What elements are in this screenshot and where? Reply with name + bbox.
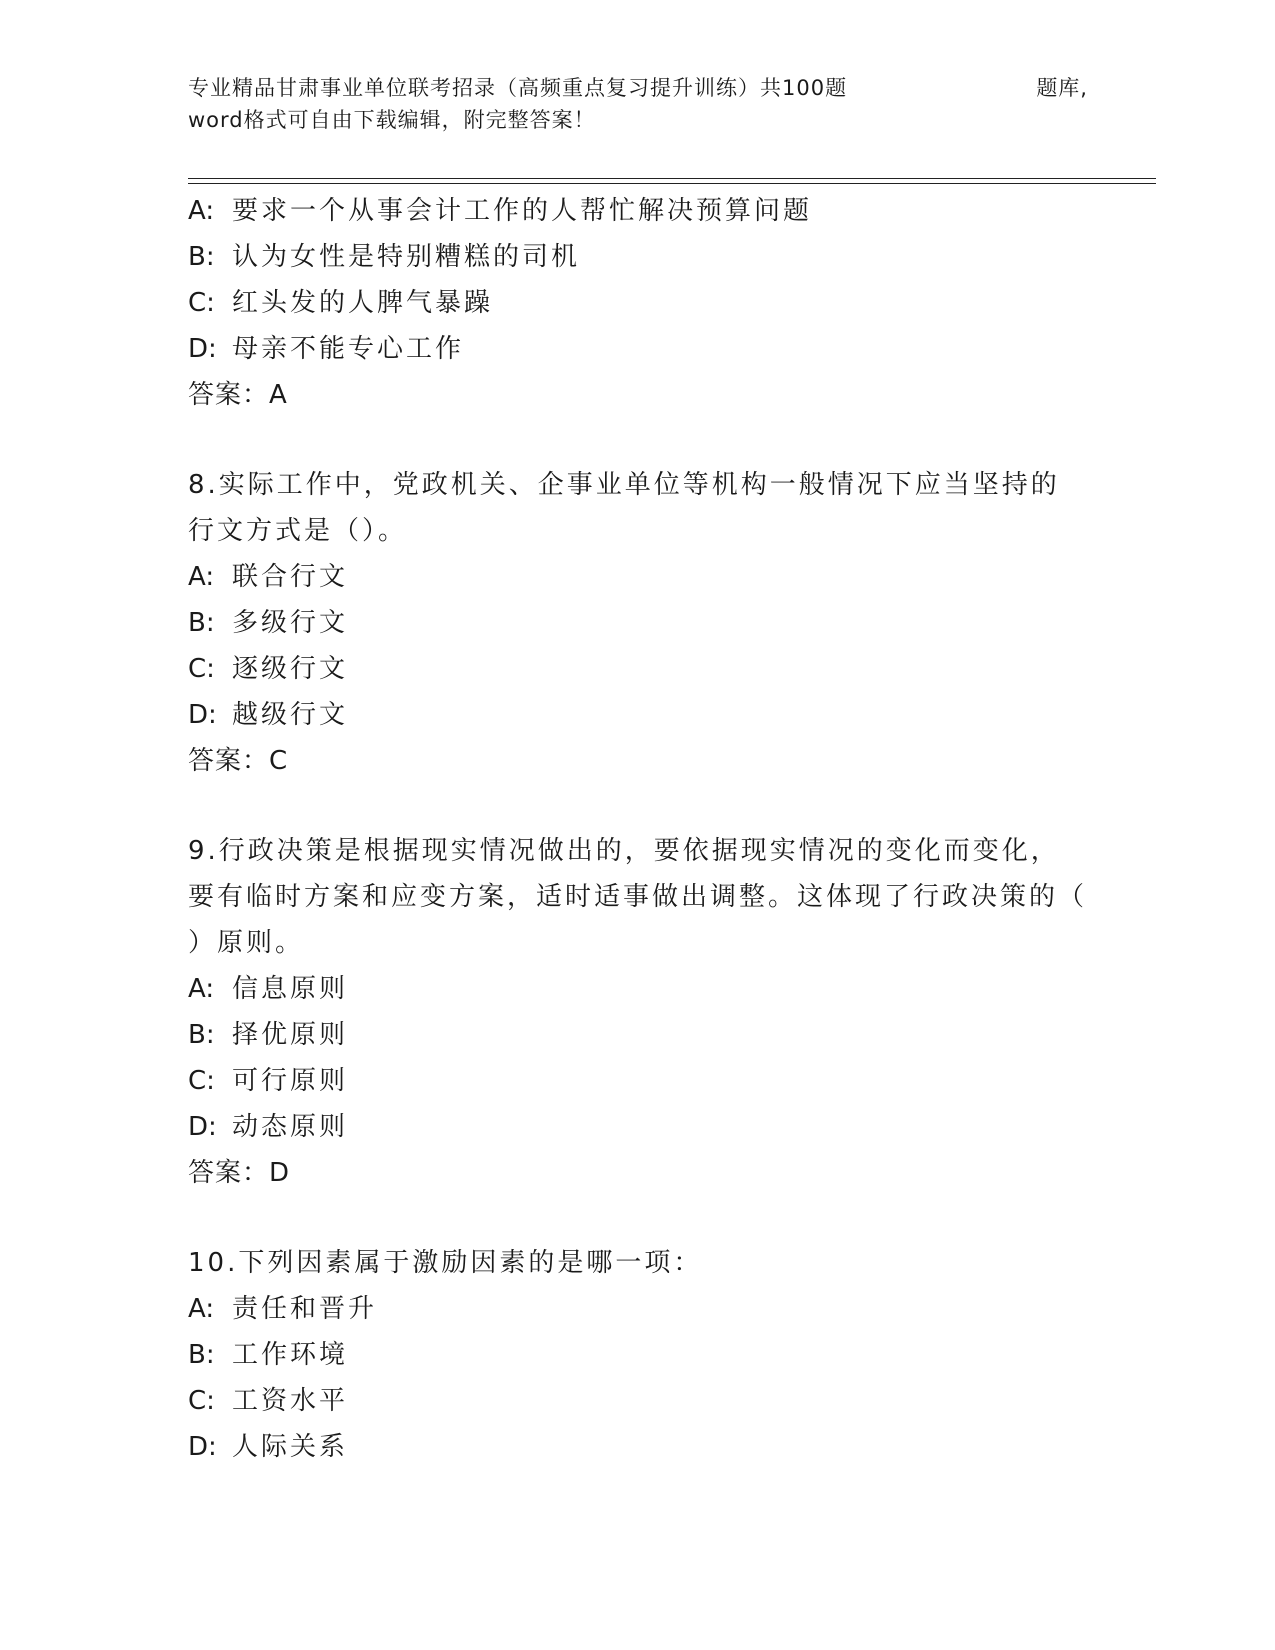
option-letter: A: (188, 1294, 215, 1324)
option-letter: C: (188, 288, 215, 318)
option-letter: A: (188, 974, 215, 1004)
option-letter: C: (188, 654, 215, 684)
spacer (188, 418, 1088, 462)
option-d (188, 1424, 1088, 1470)
option-letter: A: (188, 562, 215, 592)
answer-line: 答案：C (188, 746, 289, 776)
option-text: 越级行文 (232, 700, 349, 730)
option-text: 母亲不能专心工作 (232, 334, 465, 364)
header-divider-top (188, 178, 1156, 179)
option-text: 信息原则 (232, 974, 349, 1004)
question-8 (188, 462, 1088, 784)
option-text: 工作环境 (232, 1340, 349, 1370)
option-text: 联合行文 (232, 562, 349, 592)
option-a (188, 1286, 1088, 1332)
option-letter: D: (188, 1432, 217, 1462)
spacer (188, 1196, 1088, 1240)
header-subtitle: word格式可自由下载编辑，附完整答案！ (188, 108, 596, 132)
option-b (188, 234, 1088, 280)
answer-line: 答案：D (188, 1158, 291, 1188)
option-letter: C: (188, 1386, 215, 1416)
question-stem: 9.行政决策是根据现实情况做出的，要依据现实情况的变化而变化，要有临时方案和应变方案，适时适事做出调整。这体现了行政决策的（ ）原则。 (188, 836, 1146, 958)
option-letter: C: (188, 1066, 215, 1096)
option-b (188, 600, 1088, 646)
question-9 (188, 828, 1146, 1196)
question-10 (188, 1240, 1088, 1470)
option-b (188, 1332, 1088, 1378)
option-text: 多级行文 (232, 608, 349, 638)
option-text: 择优原则 (232, 1020, 349, 1050)
question-7 (188, 188, 1088, 418)
header-divider-bottom (188, 183, 1156, 184)
option-c (188, 1058, 1088, 1104)
option-letter: B: (188, 608, 215, 638)
answer-line: 答案：A (188, 380, 288, 410)
option-a (188, 966, 1088, 1012)
option-c (188, 646, 1088, 692)
header-line-1 (188, 72, 1088, 104)
option-text: 人际关系 (232, 1432, 349, 1462)
option-letter: B: (188, 1340, 215, 1370)
option-text: 责任和晋升 (232, 1294, 378, 1324)
option-a (188, 554, 1088, 600)
question-list (188, 188, 1146, 1470)
question-stem: 8.实际工作中，党政机关、企事业单位等机构一般情况下应当坚持的行文方式是（）。 (188, 470, 1060, 546)
question-stem: 10.下列因素属于激励因素的是哪一项： (188, 1248, 703, 1278)
option-a (188, 188, 1088, 234)
option-b (188, 1012, 1088, 1058)
option-letter: D: (188, 334, 217, 364)
option-c (188, 1378, 1088, 1424)
option-text: 动态原则 (232, 1112, 349, 1142)
option-c (188, 280, 1088, 326)
spacer (188, 784, 1088, 828)
header-suffix: 题库, (1036, 76, 1088, 100)
option-d (188, 692, 1088, 738)
option-letter: B: (188, 1020, 215, 1050)
option-text: 逐级行文 (232, 654, 349, 684)
option-d (188, 326, 1088, 372)
option-letter: D: (188, 1112, 217, 1142)
option-text: 可行原则 (232, 1066, 349, 1096)
option-letter: A: (188, 196, 215, 226)
page-header (188, 72, 1088, 136)
option-text: 要求一个从事会计工作的人帮忙解决预算问题 (232, 196, 813, 226)
option-text: 工资水平 (232, 1386, 349, 1416)
option-letter: D: (188, 700, 217, 730)
option-d (188, 1104, 1088, 1150)
option-text: 认为女性是特别糟糕的司机 (232, 242, 581, 272)
header-title: 专业精品甘肃事业单位联考招录（高频重点复习提升训练）共100题 (188, 76, 848, 100)
option-text: 红头发的人脾气暴躁 (232, 288, 494, 318)
option-letter: B: (188, 242, 215, 272)
